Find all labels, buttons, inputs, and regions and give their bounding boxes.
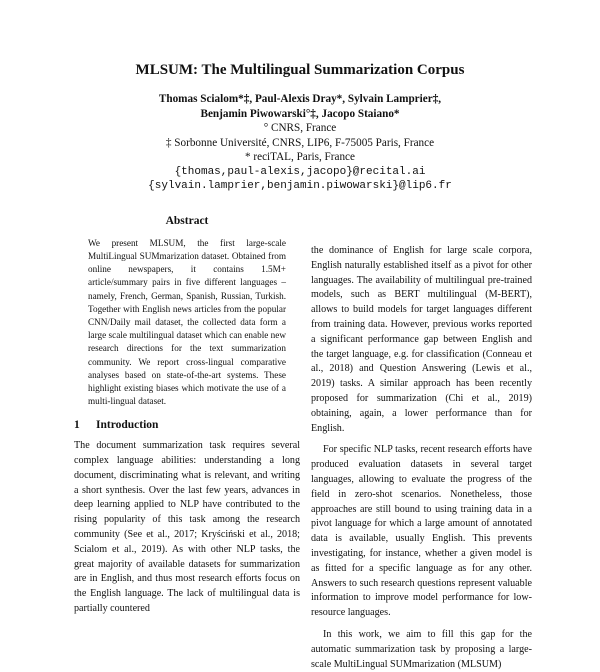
author-line-1: Thomas Scialom*‡, Paul-Alexis Dray*, Sylvain Lamprier‡, [158,93,442,105]
affiliation-sorbonne: ‡ Sorbonne Université, CNRS, LIP6, F-75005 Paris, France [165,136,435,149]
right-paragraph-2: For specific NLP tasks, recent research efforts have produced evaluation datasets in several target languages, allowing to evaluate the progress of the field in zero-shot scenarios. Nonetheless, those approaches are still bound to using training data in a pivot language for which a large amount of annotated data is available, usually English. This prevents investigating, for instance, whether a given model is as fitted for a specific language as for any other. Answers to such research questions represent valuable information to improve model performance for low-resource languages. [311,444,532,619]
email-lip6: {sylvain.lamprier,benjamin.piwowarski}@lip6.fr [148,180,452,192]
abstract-heading: Abstract [165,215,209,227]
right-paragraph-3: In this work, we aim to fill this gap for the automatic summarization task by proposing a large-scale MultiLingual SUMmarization (MLSUM) [311,628,532,670]
affiliation-cnrs: ° CNRS, France [263,122,337,134]
paper-title: MLSUM: The Multilingual Summarization Corpus [135,62,465,78]
affiliation-recital: * reciTAL, Paris, France [244,151,355,163]
abstract-text: We present MLSUM, the first large-scale MultiLingual SUMmarization dataset. Obtained from online newspapers, it contains 1.5M+ article/summary pairs in five different languages – namely, French, German, Spanish, Russian, Turkish. Together with English news articles from the popular CNN/Daily mail dataset, the collected data form a large scale multilingual dataset which can enable new research directions for the text summarization community. We report cross-lingual comparative analyses based on state-of-the-art systems. These highlight existing biases which motivate the use of a multi-lingual dataset. [88,237,286,407]
section-title: Introduction [96,419,159,432]
right-paragraph-1: the dominance of English for large scale corpora, English naturally established itself as a pivot for other languages. The availability of multilingual pre-trained models, such as BERT multilingual (M-BERT), allows to build models for target languages different from training data. However, previous works reported a significant performance gap between English and the target language, e.g. for classification (Conneau et al., 2018) and Question Answering (Lewis et al., 2019) tasks. A similar approach has been recently proposed for summarization (Chi et al., 2019) obtaining, again, a lower performance than for English. [311,245,532,434]
intro-paragraph-1: The document summarization task requires several complex language abilities: understanding a long document, discriminating what is relevant, and writing a short synthesis. Over the last few years, advances in deep learning applied to NLP have contributed to the rising popularity of this task among the research community (See et al., 2017; Kryściński et al., 2018; Scialom et al., 2019). As with other NLP tasks, the great majority of available datasets for summarization are in English, and thus most research efforts focus on the English language. The lack of multilingual data is partially countered [74,440,300,614]
section-number: 1 [74,419,80,432]
right-column [311,244,532,672]
email-recital: {thomas,paul-alexis,jacopo}@recital.ai [174,165,426,178]
author-block [0,92,600,194]
author-line-2: Benjamin Piwowarski°‡, Jacopo Staiano* [200,107,400,120]
left-column [74,214,300,617]
section-heading-introduction [74,418,300,433]
